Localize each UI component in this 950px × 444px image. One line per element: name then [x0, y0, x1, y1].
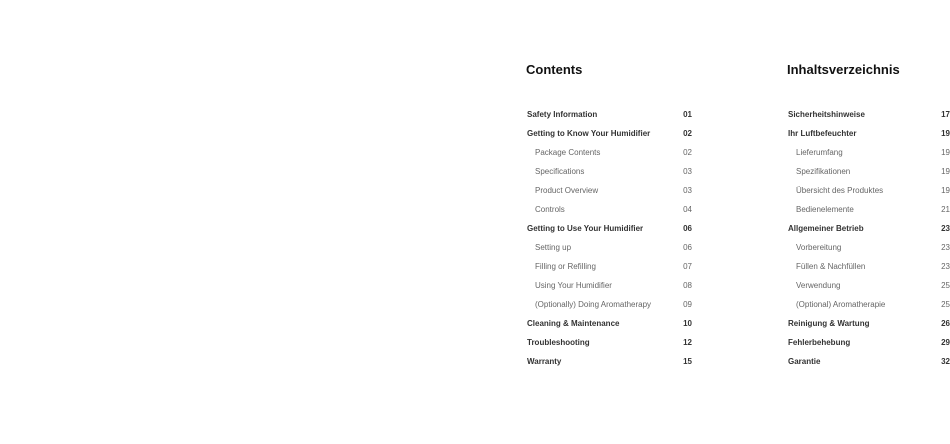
toc-page-number: 09: [683, 300, 692, 309]
toc-entry-label: (Optionally) Doing Aromatherapy: [535, 300, 652, 309]
toc-entry-label: Allgemeiner Betrieb: [788, 224, 864, 233]
toc-page-number: 02: [683, 148, 692, 157]
toc-subentry[interactable]: [788, 238, 950, 257]
toc-entry-label: Vorbereitung: [796, 243, 842, 252]
toc-entry[interactable]: [788, 314, 950, 333]
toc-subentry[interactable]: [527, 143, 692, 162]
toc-page-number: 04: [683, 205, 692, 214]
toc-page-number: 06: [683, 224, 692, 233]
toc-page-number: 21: [941, 205, 950, 214]
toc-entry-label: Setting up: [535, 243, 572, 252]
toc-entry[interactable]: [788, 352, 950, 371]
toc-page-number: 01: [683, 110, 692, 119]
toc-entry-label: Specifications: [535, 167, 585, 176]
toc-page-number: 19: [941, 167, 950, 176]
toc-page-number: 25: [941, 281, 950, 290]
toc-page-number: 08: [683, 281, 692, 290]
toc-page-number: 03: [683, 186, 692, 195]
toc-entry-label: Lieferumfang: [796, 148, 843, 157]
toc-subentry[interactable]: [527, 295, 692, 314]
toc-subentry[interactable]: [527, 200, 692, 219]
toc-page-number: 25: [941, 300, 950, 309]
toc-entry-label: Verwendung: [796, 281, 841, 290]
toc-subentry[interactable]: [527, 276, 692, 295]
inhaltsverzeichnis-list: [788, 105, 950, 371]
contents-title: Contents: [526, 62, 583, 77]
toc-subentry[interactable]: [527, 181, 692, 200]
toc-entry-label: Sicherheitshinweise: [788, 110, 865, 119]
toc-entry-label: Getting to Know Your Humidifier: [527, 129, 651, 138]
toc-entry[interactable]: [788, 124, 950, 143]
toc-entry-label: Package Contents: [535, 148, 601, 157]
toc-page-number: 06: [683, 243, 692, 252]
toc-entry[interactable]: [527, 314, 692, 333]
toc-page-number: 03: [683, 167, 692, 176]
toc-subentry[interactable]: [527, 162, 692, 181]
toc-entry-label: Controls: [535, 205, 565, 214]
toc-page-number: 02: [683, 129, 692, 138]
toc-page-number: 17: [941, 110, 950, 119]
toc-page-number: 19: [941, 186, 950, 195]
toc-page-number: 19: [941, 148, 950, 157]
toc-subentry[interactable]: [527, 238, 692, 257]
toc-page-number: 29: [941, 338, 950, 347]
toc-subentry[interactable]: [527, 257, 692, 276]
toc-page-number: 26: [941, 319, 950, 328]
toc-entry-label: Filling or Refilling: [535, 262, 596, 271]
toc-entry-label: Using Your Humidifier: [535, 281, 612, 290]
contents-list: [527, 105, 692, 371]
toc-entry[interactable]: [527, 219, 692, 238]
toc-entry-label: Ihr Luftbefeuchter: [788, 129, 857, 138]
toc-entry-label: Getting to Use Your Humidifier: [527, 224, 644, 233]
toc-entry-label: Spezifikationen: [796, 167, 851, 176]
toc-subentry[interactable]: [788, 295, 950, 314]
toc-entry[interactable]: [788, 219, 950, 238]
toc-entry-label: Garantie: [788, 357, 821, 366]
toc-entry-label: Bedienelemente: [796, 205, 854, 214]
toc-page-number: 19: [941, 129, 950, 138]
toc-page-number: 23: [941, 224, 950, 233]
toc-page-number: 07: [683, 262, 692, 271]
toc-page-number: 15: [683, 357, 692, 366]
toc-subentry[interactable]: [788, 162, 950, 181]
toc-entry-label: Übersicht des Produktes: [796, 186, 884, 195]
toc-page-number: 23: [941, 262, 950, 271]
toc-entry[interactable]: [527, 352, 692, 371]
toc-entry-label: Füllen & Nachfüllen: [796, 262, 866, 271]
toc-page-number: 32: [941, 357, 950, 366]
toc-entry[interactable]: [788, 105, 950, 124]
toc-entry[interactable]: [788, 333, 950, 352]
inhaltsverzeichnis-title: Inhaltsverzeichnis: [787, 62, 900, 77]
toc-entry-label: Reinigung & Wartung: [788, 319, 870, 328]
toc-entry[interactable]: [527, 124, 692, 143]
toc-subentry[interactable]: [788, 257, 950, 276]
toc-entry-label: (Optional) Aromatherapie: [796, 300, 886, 309]
toc-entry-label: Fehlerbehebung: [788, 338, 851, 347]
toc-entry[interactable]: [527, 333, 692, 352]
toc-page-number: 12: [683, 338, 692, 347]
toc-subentry[interactable]: [788, 276, 950, 295]
toc-subentry[interactable]: [788, 200, 950, 219]
toc-page-number: 10: [683, 319, 692, 328]
toc-entry-label: Safety Information: [527, 110, 598, 119]
toc-entry-label: Cleaning & Maintenance: [527, 319, 620, 328]
toc-entry-label: Warranty: [527, 357, 562, 366]
toc-entry[interactable]: [527, 105, 692, 124]
toc-page-number: 23: [941, 243, 950, 252]
toc-entry-label: Troubleshooting: [527, 338, 590, 347]
toc-subentry[interactable]: [788, 181, 950, 200]
toc-entry-label: Product Overview: [535, 186, 599, 195]
toc-subentry[interactable]: [788, 143, 950, 162]
